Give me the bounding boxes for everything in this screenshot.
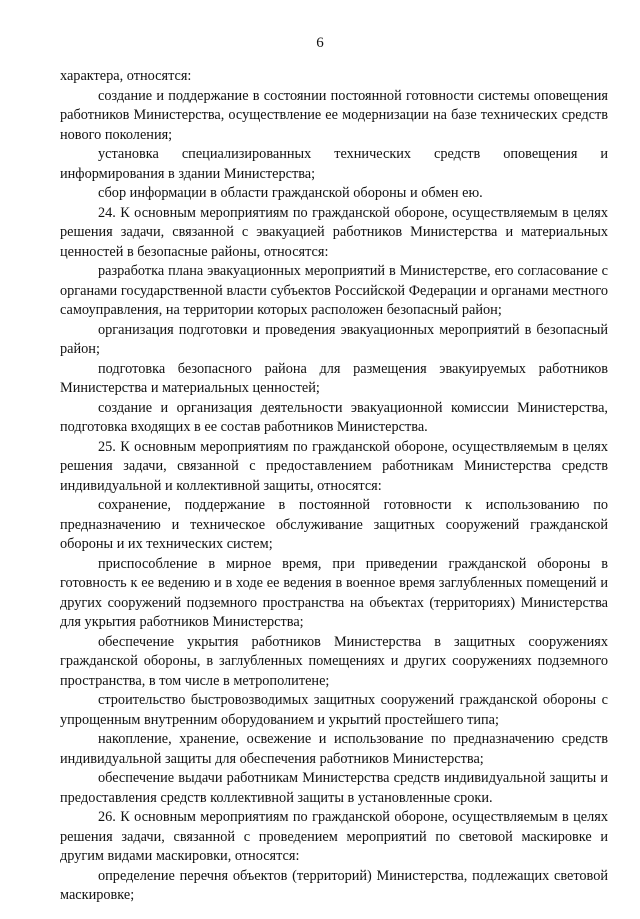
paragraph-item-26: 26. К основным мероприятиям по гражданской обороне, осуществляемым в целях решения задачи, связанной с проведением мероприятий по световой маскировке и другим видами маскировки, относятся:: [60, 809, 608, 864]
paragraph: приспособление в мирное время, при приведении гражданской обороны в готовность к ее ведению и в ходе ее ведения в военное время заглубленных помещений и других сооружений подземного пространства на объектах (территориях) Министерства для укрытия работников Министерства;: [60, 555, 608, 630]
paragraph-item-24: 24. К основным мероприятиям по гражданской обороне, осуществляемым в целях решения задачи, связанной с эвакуацией работников Министерства и материальных ценностей в безопасные районы, относятся:: [60, 204, 608, 260]
page-number: 6: [316, 35, 324, 51]
paragraph: создание и поддержание в состоянии постоянной готовности системы оповещения работников Министерства, осуществление ее модернизации на базе технических средств нового поколения;: [60, 87, 608, 143]
paragraph: сохранение, поддержание в постоянной готовности к использованию по предназначению и техническое обслуживание защитных сооружений гражданской обороны и их технических систем;: [60, 497, 608, 552]
paragraph: подготовка безопасного района для размещения эвакуируемых работников Министерства и материальных ценностей;: [60, 360, 608, 396]
paragraph-item-25: 25. К основным мероприятиям по гражданской обороне, осуществляемым в целях решения задачи, связанной с предоставлением работникам Министерства средств индивидуальной и коллективной защиты, относятся:: [60, 438, 608, 494]
paragraph: разработка плана эвакуационных мероприятий в Министерстве, его согласование с органами государственной власти субъектов Российской Федерации и органами местного самоуправления, на территории которых расположен безопасный район;: [60, 263, 608, 318]
paragraph: строительство быстровозводимых защитных сооружений гражданской обороны с упрощенным внутренним оборудованием и укрытий простейшего типа;: [60, 692, 608, 728]
paragraph: создание и организация деятельности эвакуационной комиссии Министерства, подготовка входящих в ее состав работников Министерства.: [60, 399, 608, 435]
paragraph: характера, относятся:: [60, 68, 192, 84]
paragraph: обеспечение выдачи работникам Министерства средств индивидуальной защиты и предоставления средств коллективной защиты в установленные сроки.: [60, 770, 608, 806]
paragraph: сбор информации в области гражданской обороны и обмен ею.: [98, 185, 483, 201]
paragraph: обеспечение укрытия работников Министерства в защитных сооружениях гражданской обороны, в заглубленных помещениях и других сооружениях подземного пространства, в том числе в метрополитене;: [60, 633, 608, 689]
document-body: [60, 67, 608, 906]
paragraph: организация подготовки и проведения эвакуационных мероприятий в безопасный район;: [60, 321, 608, 357]
paragraph: накопление, хранение, освежение и использование по предназначению средств индивидуальной защиты для обеспечения работников Министерства;: [60, 731, 608, 767]
paragraph: установка специализированных технических средств оповещения и информирования в здании Министерства;: [60, 146, 608, 182]
paragraph: определение перечня объектов (территорий) Министерства, подлежащих световой маскировке;: [60, 867, 608, 903]
